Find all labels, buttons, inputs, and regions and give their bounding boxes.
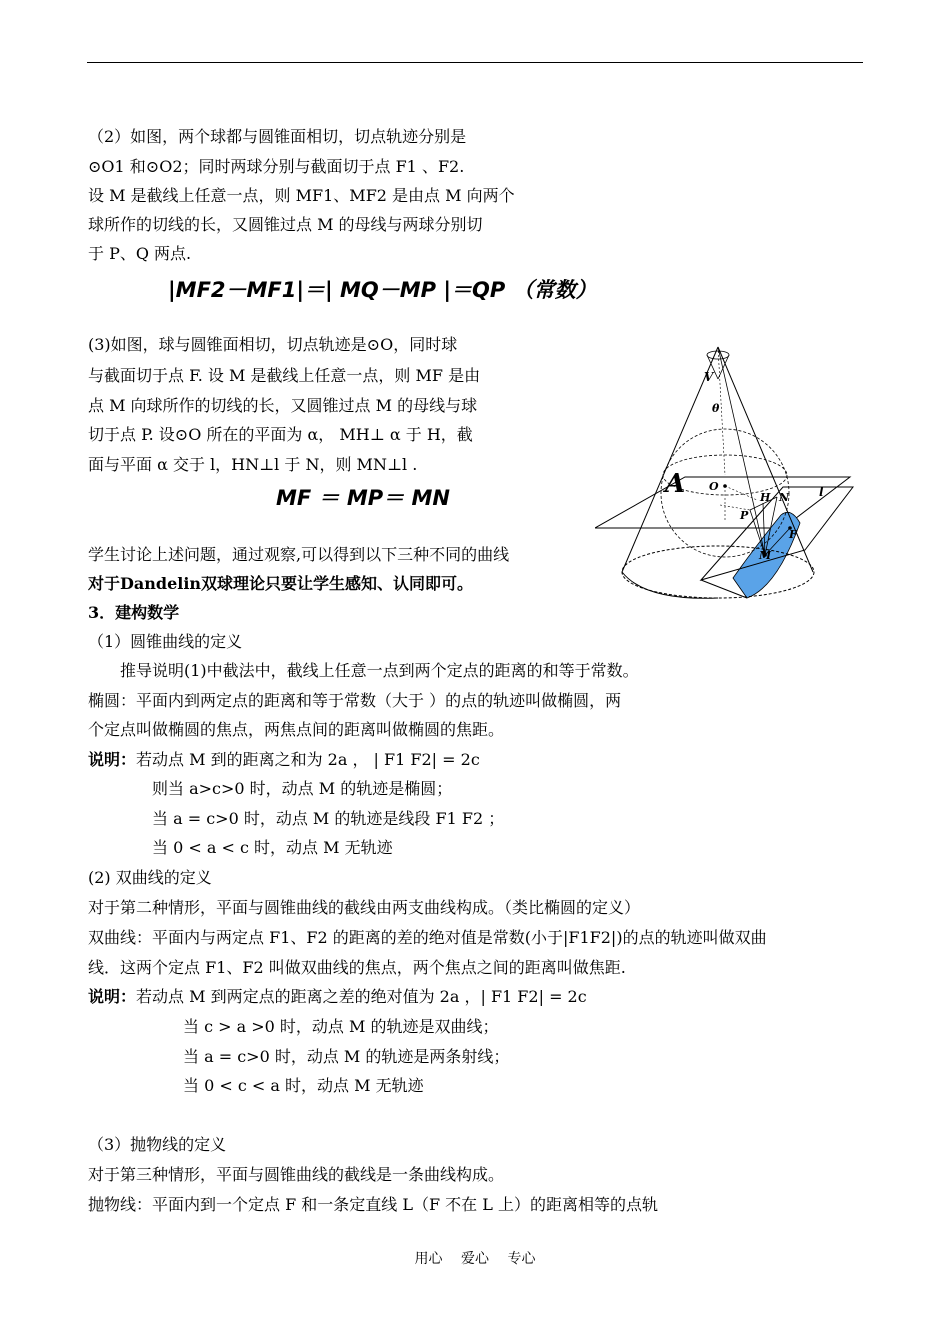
section3-title: 3．建构数学 xyxy=(88,603,180,622)
para3-line-4: 切于点 P. 设⊙O 所在的平面为 α， MH⊥ α 于 H，截 xyxy=(88,425,473,444)
hyperbola-case-1: 当 c > a >0 时，动点 M 的轨迹是双曲线； xyxy=(183,1017,499,1036)
para2-line-1: （2）如图，两个球都与圆锥面相切，切点轨迹分别是 xyxy=(88,127,467,146)
label-H: H xyxy=(760,491,771,504)
hyperbola-def-line-2: 线．这两个定点 F1、F2 叫做双曲线的焦点，两个焦点之间的距离叫做焦距. xyxy=(88,958,626,977)
para2-line-2: ⊙O1 和⊙O2；同时两球分别与截面切于点 F1 、F2. xyxy=(88,157,465,176)
para3-line-3: 点 M 向球所作的切线的长，又圆锥过点 M 的母线与球 xyxy=(88,396,478,415)
hyperbola-note-text: 若动点 M 到两定点的距离之差的绝对值为 2a ，| F1 F2| = 2c xyxy=(136,987,587,1006)
label-M: M xyxy=(759,549,772,562)
hyperbola-case-3: 当 0 < c < a 时，动点 M 无轨迹 xyxy=(183,1076,424,1095)
label-O: O xyxy=(709,480,719,493)
formula-qp: |MF2－MF1|＝| MQ－MP |＝QP （常数） xyxy=(168,278,597,302)
note-label: 说明： xyxy=(88,750,137,769)
label-F: F xyxy=(789,528,797,541)
sub3-title: （3）抛物线的定义 xyxy=(88,1135,227,1154)
ellipse-def-line-1: 椭圆：平面内到两定点的距离和等于常数（大于 ）的点的轨迹叫做椭圆，两 xyxy=(88,691,622,710)
para3-line-2: 与截面切于点 F. 设 M 是截线上任意一点，则 MF 是由 xyxy=(88,366,481,385)
cone-sphere-figure xyxy=(595,335,860,620)
para3-line-5: 面与平面 α 交于 l，HN⊥l 于 N，则 MN⊥l . xyxy=(88,455,418,474)
note-label: 说明： xyxy=(88,987,137,1006)
label-A: A xyxy=(665,469,686,499)
formula-mn: MF ＝ MP＝ MN xyxy=(276,486,450,510)
plane-alpha xyxy=(595,477,850,528)
ellipse-note-text: 若动点 M 到的距离之和为 2a ， | F1 F2| = 2c xyxy=(136,750,480,769)
label-l: l xyxy=(819,485,824,499)
label-V: V xyxy=(704,370,714,384)
discussion-text: 学生讨论上述问题，通过观察,可以得到以下三种不同的曲线 xyxy=(88,545,510,564)
sub1-text: 推导说明(1)中截法中，截线上任意一点到两个定点的距离的和等于常数。 xyxy=(120,661,639,680)
ellipse-note xyxy=(88,750,480,770)
footer: 用心 爱心 专心 xyxy=(414,1251,536,1267)
para2-line-3: 设 M 是截线上任意一点，则 MF1、MF2 是由点 M 向两个 xyxy=(88,186,515,205)
para2-line-5: 于 P、Q 两点. xyxy=(88,244,192,263)
para3-line-1: (3)如图，球与圆锥面相切，切点轨迹是⊙O，同时球 xyxy=(88,335,458,354)
ellipse-def-line-2: 个定点叫做椭圆的焦点，两焦点间的距离叫做椭圆的焦距。 xyxy=(88,720,505,739)
sub2-text: 对于第二种情形，平面与圆锥曲线的截线由两支曲线构成。（类比椭圆的定义） xyxy=(88,898,641,917)
hyperbola-case-2: 当 a = c>0 时，动点 M 的轨迹是两条射线； xyxy=(183,1047,510,1066)
hyperbola-note xyxy=(88,987,587,1007)
label-theta: θ xyxy=(712,402,720,415)
label-P: P xyxy=(740,509,749,522)
ellipse-case-3: 当 0 < a < c 时，动点 M 无轨迹 xyxy=(152,838,393,857)
para2-line-4: 球所作的切线的长，又圆锥过点 M 的母线与两球分别切 xyxy=(88,215,483,234)
hyperbola-def-line-1: 双曲线：平面内与两定点 F1、F2 的距离的差的绝对值是常数(小于|F1F2|)的点的轨迹叫做双曲 xyxy=(88,928,767,947)
sub1-title: （1）圆锥曲线的定义 xyxy=(88,632,243,651)
ellipse-case-2: 当 a = c>0 时，动点 M 的轨迹是线段 F1 F2 ； xyxy=(152,809,505,828)
sub2-title: (2) 双曲线的定义 xyxy=(88,868,212,887)
sub3-text: 对于第三种情形，平面与圆锥曲线的截线是一条曲线构成。 xyxy=(88,1165,505,1184)
ellipse-case-1: 则当 a>c>0 时，动点 M 的轨迹是椭圆； xyxy=(152,779,453,798)
header-rule xyxy=(87,62,863,63)
label-N: N xyxy=(779,491,790,504)
dandelin-note: 对于Dandelin双球理论只要让学生感知、认同即可。 xyxy=(88,574,474,593)
parabola-def: 抛物线：平面内到一个定点 F 和一条定直线 L（F 不在 L 上）的距离相等的点轨 xyxy=(88,1195,658,1214)
